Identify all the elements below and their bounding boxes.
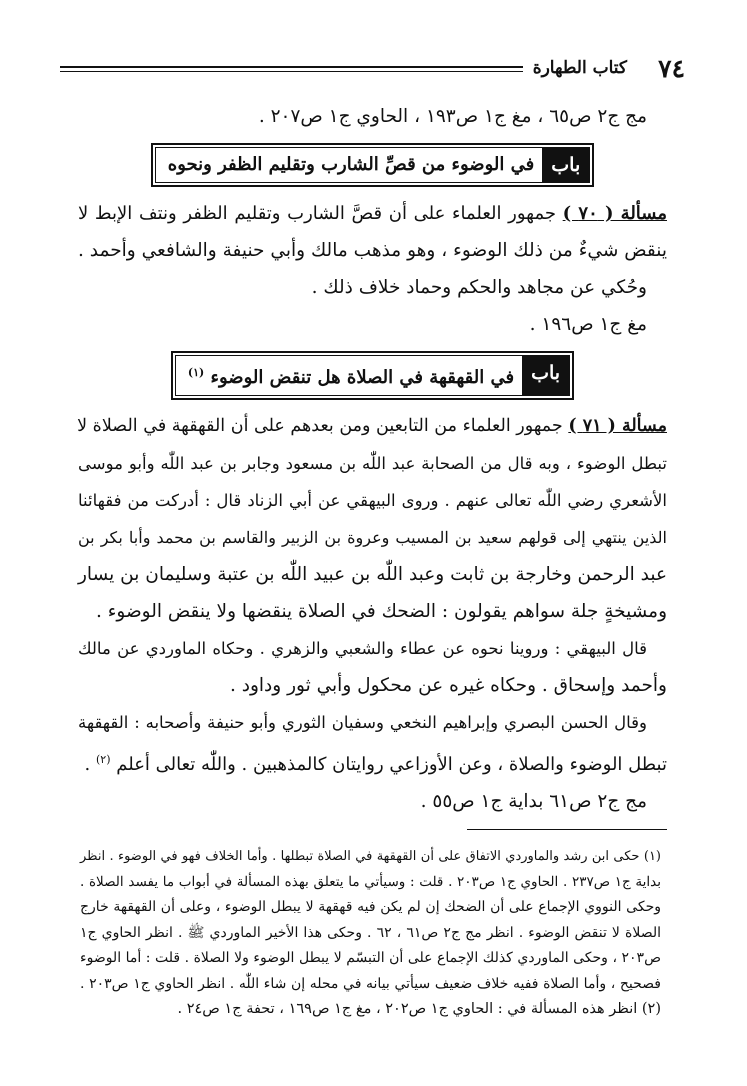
paragraph-line: الأشعري رضي اللّٰه تعالى عنهم . وروى البيهقي عن أبي الزناد قال : أدركت من فقهائنا xyxy=(78,491,667,510)
footnote-line: وحكى النووي الإجماع على أن الضحك إن لم يكن فيه قهقهة لا يبطل الوضوء ، وعلى أن القهقهة خارج xyxy=(80,899,661,915)
footnote-line: فصحيح ، وأما الصلاة ففيه خلاف ضعيف سيأتي بيانه في محله إن شاء اللّٰه . انظر الحاوي ج١ ص٢٠٣ . xyxy=(80,975,661,992)
issue-label: مسألة ( ٧١ ) xyxy=(568,416,667,436)
paragraph-line: مسألة ( ٧٠ ) جمهور العلماء على أن قصَّ الشارب وتقليم الظفر ونتف الإبط لا xyxy=(78,203,667,224)
section-label: باب xyxy=(522,356,569,395)
section-label: باب xyxy=(542,148,589,182)
footnotes xyxy=(80,844,661,1023)
footnote-line: ص٢٠٣ ، وحكى الماوردي كذلك الإجماع على أن التبسّم لا يبطل الوضوء ولا الصلاة . قلت : أما الوضوء xyxy=(80,950,661,966)
paragraph-line: وحُكي عن مجاهد والحكم وحماد خلاف ذلك . xyxy=(311,277,647,298)
running-title: كتاب الطهارة xyxy=(532,58,627,78)
footnote-line: الصلاة لا تنقض الوضوء . انظر مج ج٢ ص٦١ ، ٦٢ . وحكى هذا الأخير الماوردي ﷺ . انظر الحاوي ج١ xyxy=(80,924,661,941)
page-header xyxy=(60,54,685,84)
footnote-marker: (١) xyxy=(187,366,205,379)
header-rule xyxy=(60,66,523,72)
paragraph-line: الذين ينتهي إلى قولهم سعيد بن المسيب وعروة بن الزبير والقاسم بن محمد وأبا بكر بن xyxy=(78,528,667,547)
footnote-line: (٢) انظر هذه المسألة في : الحاوي ج١ ص٢٠٢ ، مغ ج١ ص١٦٩ ، تحفة ج١ ص٢٤ . xyxy=(177,1001,661,1017)
paragraph-line: وأحمد وإسحاق . وحكاه غيره عن محكول وأبي ثور وداود . xyxy=(229,675,667,696)
issue-label: مسألة ( ٧٠ ) xyxy=(562,203,667,224)
paragraph-line: عبد الرحمن وخارجة بن ثابت وعبد اللّٰه بن عبيد اللّٰه بن عتبة وسليمان بن يسار xyxy=(78,564,667,585)
paragraph-line: ومشيخةٍ جلة سواهم يقولون : الضحك في الصلاة ينقضها ولا ينقض الوضوء . xyxy=(95,601,667,622)
paragraph-line: قال البيهقي : وروينا نحوه عن عطاء والشعبي والزهري . وحكاه الماوردي عن مالك xyxy=(78,639,647,658)
section-heading-1 xyxy=(78,143,667,187)
footnote-line: (١) حكى ابن رشد والماوردي الاتفاق على أن القهقهة في الصلاة تبطلها . وأما الخلاف فهو في الوضوء . انظر xyxy=(80,849,661,864)
section-title: في الوضوء من قصِّ الشارب وتقليم الظفر ونحوه xyxy=(167,154,535,175)
section-heading-2 xyxy=(78,351,667,400)
page-number: ٧٤ xyxy=(658,54,685,83)
paragraph-line: وقال الحسن البصري وإبراهيم النخعي وسفيان الثوري وأبو حنيفة وأصحابه : القهقهة xyxy=(78,713,647,732)
main-text xyxy=(78,98,667,820)
section-title: في القهقهة في الصلاة هل تنقض الوضوء $^{(١)}$ xyxy=(187,366,515,388)
reference-line: مغ ج١ ص١٩٦ . xyxy=(529,314,647,335)
paragraph-line: مسألة ( ٧١ ) جمهور العلماء من التابعين ومن بعدهم على أن القهقهة في الصلاة لا xyxy=(77,416,667,436)
footnote-marker: (٢) xyxy=(96,753,111,766)
paragraph-line: تبطل الوضوء ، وبه قال من الصحابة عبد اللّٰه بن مسعود وجابر بن عبد اللّٰه وأبو موسى xyxy=(78,454,667,473)
footnote-separator xyxy=(467,829,667,830)
reference-line: مج ج٢ ص٦٥ ، مغ ج١ ص١٩٣ ، الحاوي ج١ ص٢٠٧ . xyxy=(258,106,647,127)
paragraph-line: تبطل الوضوء والصلاة ، وعن الأوزاعي روايتان كالمذهبين . واللّٰه تعالى أعلم $^{(٢)}$ . xyxy=(84,753,667,775)
footnote-line: بداية ج١ ص٢٣٧ . الحاوي ج١ ص٢٠٣ . قلت : وسيأتي ما يتعلق بهذه المسألة في أبواب ما يفسد الصلاة . xyxy=(80,873,661,890)
reference-line: مج ج٢ ص٦١ بداية ج١ ص٥٥ . xyxy=(420,791,647,812)
paragraph-line: ينقض شيءٌ من ذلك الوضوء ، وهو مذهب مالك وأبي حنيفة والشافعي وأحمد . xyxy=(78,240,667,261)
